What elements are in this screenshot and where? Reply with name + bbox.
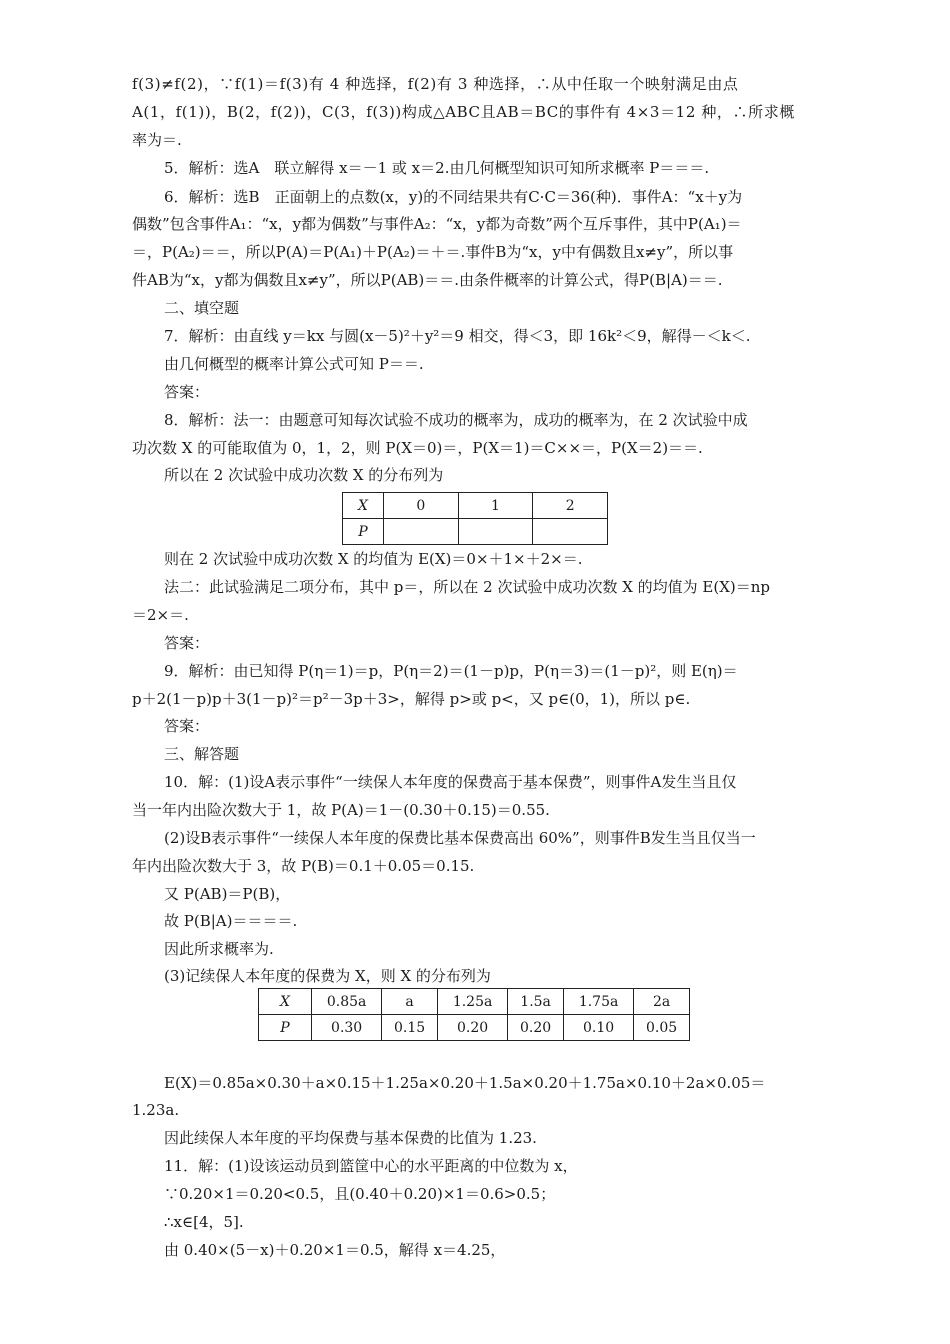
table-cell: 1.25a <box>437 989 507 1015</box>
text-line: 因此续保人本年度的平均保费与基本保费的比值为 1.23. <box>164 1129 537 1147</box>
text-line: 年内出险次数大于 3，故 P(B)＝0.1＋0.05＝0.15. <box>132 857 475 875</box>
text-line: 则在 2 次试验中成功次数 X 的均值为 E(X)＝0×＋1×＋2×＝. <box>164 550 583 568</box>
table-header-p: P <box>343 519 384 545</box>
table-row <box>343 493 608 519</box>
text-line: p＋2(1－p)p＋3(1－p)²＝p²－3p＋3>，解得 p>或 p<，又 p∈(0，1)，所以 p∈. <box>132 690 691 708</box>
text-line: 8．解析：法一：由题意可知每次试验不成功的概率为，成功的概率为，在 2 次试验中成 <box>164 411 748 429</box>
text-line: ＝，P(A₂)＝＝，所以P(A)＝P(A₁)＋P(A₂)＝＋＝.事件B为“x，y中有偶数且x≠y”，所以事 <box>132 243 734 261</box>
table-cell: 0.15 <box>382 1015 438 1041</box>
table-cell: 0.05 <box>634 1015 690 1041</box>
text-line: 1.23a. <box>132 1101 180 1119</box>
text-line: A(1，f(1))，B(2，f(2))，C(3，f(3))构成△ABC且AB＝BC的事件有 4×3＝12 种，∴所求概 <box>132 103 795 121</box>
text-line: 由几何概型的概率计算公式可知 P＝＝. <box>164 355 424 373</box>
table-cell: 2 <box>533 493 608 519</box>
table-cell: 0.20 <box>437 1015 507 1041</box>
text-line: 又 P(AB)＝P(B)， <box>164 885 291 903</box>
table-row <box>343 519 608 545</box>
table-cell: 1.5a <box>508 989 564 1015</box>
text-line: 10．解：(1)设A表示事件“一续保人本年度的保费高于基本保费”，则事件A发生当且仅 <box>164 773 737 791</box>
text-line: 6．解析：选B 正面朝上的点数(x，y)的不同结果共有C·C＝36(种)．事件A：“x＋y为 <box>164 188 743 206</box>
table-header-x: X <box>343 493 384 519</box>
text-line: 当一年内出险次数大于 1，故 P(A)＝1－(0.30＋0.15)＝0.55. <box>132 801 550 819</box>
text-line: 5．解析：选A 联立解得 x＝－1 或 x＝2.由几何概型知识可知所求概率 P＝＝＝. <box>164 159 710 177</box>
section-heading: 二、填空题 <box>164 299 240 317</box>
table-cell: 1 <box>458 493 533 519</box>
text-line: 故 P(B|A)＝＝＝＝. <box>164 912 298 930</box>
table-cell: 0.30 <box>312 1015 382 1041</box>
table-cell <box>458 519 533 545</box>
text-line: (3)记续保人本年度的保费为 X，则 X 的分布列为 <box>164 967 491 985</box>
table-cell <box>533 519 608 545</box>
text-line: 9．解析：由已知得 P(η＝1)＝p，P(η＝2)＝(1－p)p，P(η＝3)＝(1－p)²，则 E(η)＝ <box>164 662 738 680</box>
table-cell: 0.10 <box>563 1015 633 1041</box>
answer-label: 答案： <box>164 717 210 735</box>
text-line: 因此所求概率为. <box>164 940 274 958</box>
text-line: 率为＝. <box>132 131 182 149</box>
text-line: 偶数”包含事件A₁：“x，y都为偶数”与事件A₂：“x，y都为奇数”两个互斥事件，其中P(A₁)＝ <box>132 215 742 233</box>
table-cell: a <box>382 989 438 1015</box>
text-line: (2)设B表示事件“一续保人本年度的保费比基本保费高出 60%”，则事件B发生当且仅当一 <box>164 829 756 847</box>
text-line: 件AB为“x，y都为偶数且x≠y”，所以P(AB)＝＝.由条件概率的计算公式，得P(B|A)＝＝. <box>132 271 723 289</box>
table-cell: 1.75a <box>563 989 633 1015</box>
table-header-p: P <box>259 1015 312 1041</box>
table-row <box>259 989 690 1015</box>
distribution-table-1 <box>342 492 608 545</box>
table-cell: 0.20 <box>508 1015 564 1041</box>
distribution-table-2 <box>258 988 690 1041</box>
text-line: E(X)＝0.85a×0.30＋a×0.15＋1.25a×0.20＋1.5a×0.20＋1.75a×0.10＋2a×0.05＝ <box>164 1074 766 1092</box>
text-line: ∴x∈[4，5]. <box>164 1213 244 1231</box>
text-line: ∵0.20×1＝0.20<0.5，且(0.40＋0.20)×1＝0.6>0.5； <box>164 1185 556 1203</box>
table-cell: 2a <box>634 989 690 1015</box>
text-line: 所以在 2 次试验中成功次数 X 的分布列为 <box>164 466 444 484</box>
table-cell: 0 <box>384 493 459 519</box>
table-header-x: X <box>259 989 312 1015</box>
table-cell: 0.85a <box>312 989 382 1015</box>
text-line: ＝2×＝. <box>132 606 189 624</box>
text-line: 法二：此试验满足二项分布，其中 p＝，所以在 2 次试验中成功次数 X 的均值为 E(X)＝np <box>164 578 771 596</box>
text-line: 由 0.40×(5－x)＋0.20×1＝0.5，解得 x＝4.25， <box>164 1241 506 1259</box>
table-cell <box>384 519 459 545</box>
text-line: 11．解：(1)设该运动员到篮筐中心的水平距离的中位数为 x， <box>164 1157 578 1175</box>
text-line: 7．解析：由直线 y＝kx 与圆(x－5)²＋y²＝9 相交，得＜3，即 16k²＜9，解得－＜k＜. <box>164 327 751 345</box>
section-heading: 三、解答题 <box>164 745 240 763</box>
answer-label: 答案： <box>164 634 210 652</box>
table-row <box>259 1015 690 1041</box>
answer-label: 答案： <box>164 383 210 401</box>
text-line: 功次数 X 的可能取值为 0，1，2，则 P(X＝0)＝，P(X＝1)＝C××＝，P(X＝2)＝＝. <box>132 439 703 457</box>
text-line: f(3)≠f(2)，∵f(1)＝f(3)有 4 种选择，f(2)有 3 种选择，∴从中任取一个映射满足由点 <box>132 75 739 93</box>
